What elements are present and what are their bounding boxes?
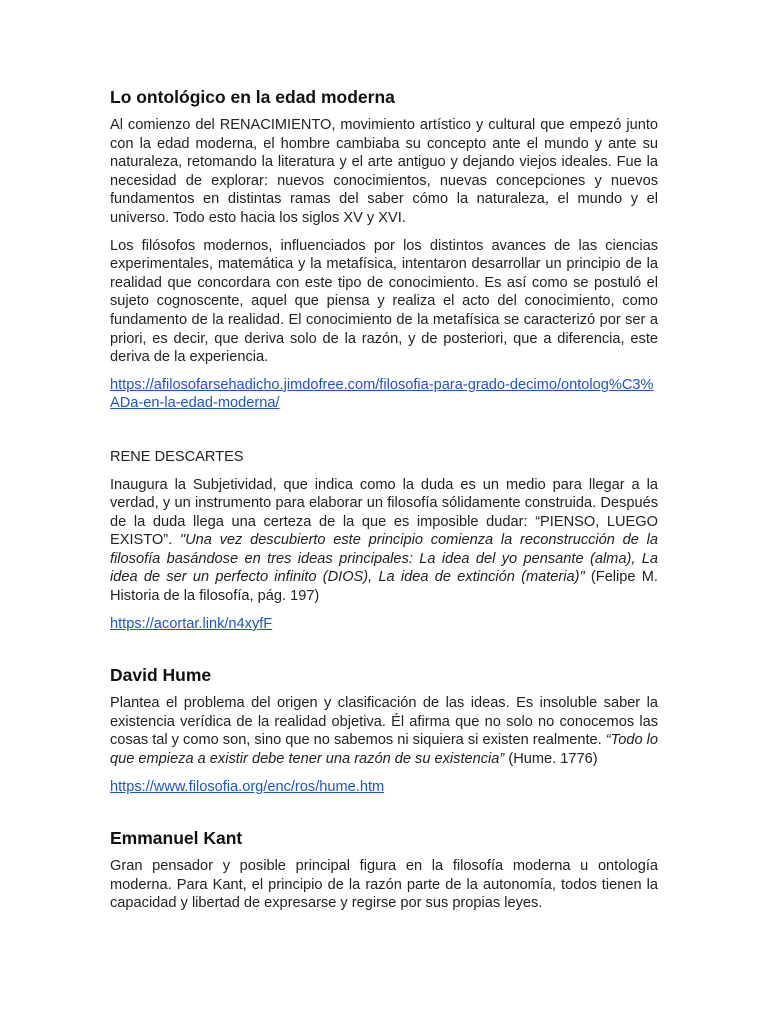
hume-quote: “Todo lo que empieza a existir debe tener una razón de su existencia” (110, 732, 658, 768)
heading-kant: Emmanuel Kant (110, 828, 243, 849)
document-body (110, 86, 658, 922)
spacer (110, 805, 658, 827)
paragraph-descartes (110, 476, 658, 606)
paragraph-renacimiento: Al comienzo del RENACIMIENTO, movimiento artístico y cultural que empezó junto con la edad moderna, el hombre cambiaba su concepto ante el mundo y ante su naturaleza, retomando la literatura y el arte antiguo y dejando viejos ideales. Fue la necesidad de explorar: nuevos conocimientos, nuevas concepciones y nuevos fundamentos en distintas ramas del saber cómo la naturaleza, el mundo y el universo. Todo esto hacia los siglos XV y XVI. (110, 117, 658, 226)
spacer (110, 422, 658, 448)
descartes-quote: "Una vez descubierto este principio comienza la reconstrucción de la filosofía basándose en tres ideas principales: La idea del yo pensante (alma), La idea de ser un perfecto infinito (DIOS), La idea de extinción (materia)" (110, 532, 658, 586)
hume-citation: (Hume. 1776) (504, 751, 598, 768)
hume-text: Plantea el problema del origen y clasificación de las ideas. Es insoluble saber la existencia verídica de la realidad objetiva. Él afirma que no solo no conocemos las cosas tal y como son, sino que no sabemos ni siquiera si existen realmente. (110, 695, 658, 749)
reference-link-container (110, 376, 658, 413)
reference-link-afilosofar[interactable]: https://afilosofarsehadicho.jimdofree.com/filosofia-para-grado-decimo/ontolog%C3%ADa-en-la-edad-moderna/ (110, 376, 654, 412)
spacer (110, 642, 658, 664)
paragraph-kant: Gran pensador y posible principal figura en la filosofía moderna u ontología moderna. Para Kant, el principio de la razón parte de la autonomía, todos tienen la capacidad y libertad de expresarse y regirse por sus propias leyes. (110, 858, 658, 912)
heading-hume: David Hume (110, 665, 212, 686)
paragraph-filosofos-modernos: Los filósofos modernos, influenciados por los distintos avances de las ciencias experimentales, matemática y la metafísica, intentaron desarrollar un principio de la realidad que concordara con este tipo de conocimiento. Es así como se postuló el sujeto cognoscente, aquel que piensa y realiza el acto del conocimiento, como fundamento de la realidad. El conocimiento de la metafísica se caracterizó por ser a priori, es decir, que deriva solo de la razón, y de posteriori, que a diferencia, este deriva de la experiencia. (110, 237, 658, 366)
reference-link-container (110, 615, 658, 634)
paragraph-hume (110, 694, 658, 768)
heading-descartes: RENE DESCARTES (110, 448, 244, 465)
descartes-text: Inaugura la Subjetividad, que indica como la duda es un medio para llegar a la verdad, y un instrumento para elaborar un filosofía sólidamente construida. Después de la duda llega una certeza de la que es imposible dudar: “PIENSO, LUEGO EXISTO”. (110, 476, 658, 549)
reference-link-acortar[interactable]: https://acortar.link/n4xyfF (110, 615, 273, 632)
descartes-citation: (Felipe M. Historia de la filosofía, pág. 197) (110, 569, 658, 605)
reference-link-filosofia-org[interactable]: https://www.filosofia.org/enc/ros/hume.htm (110, 778, 385, 795)
heading-ontologico: Lo ontológico en la edad moderna (110, 87, 395, 107)
reference-link-container (110, 778, 658, 797)
